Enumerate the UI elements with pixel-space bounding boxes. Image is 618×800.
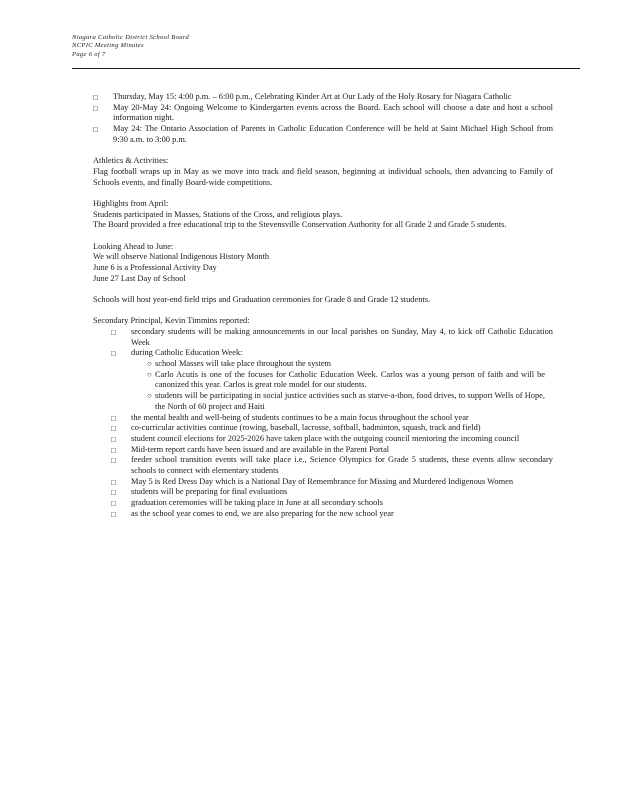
list-item: □ co-curricular activities continue (rowing, baseball, lacrosse, softball, badminton, squash, track and field)	[111, 423, 481, 434]
header-board-name: Niagara Catholic District School Board	[72, 34, 190, 41]
sub-list-item: ○ Carlo Acutis is one of the focuses for Catholic Education Week. Carlos was a young person of faith and will be canonized this year. Carlos is great role model for our students.	[147, 369, 545, 390]
document-header	[72, 34, 189, 59]
bullet-icon: □	[93, 93, 98, 102]
circle-bullet-icon: ○	[147, 369, 152, 379]
header-meeting-title: NCPIC Meeting Minutes	[72, 42, 144, 50]
header-divider-accent	[322, 68, 580, 69]
bullet-icon: □	[111, 434, 116, 444]
bullet-icon: □	[111, 327, 116, 337]
bullet-icon: □	[111, 349, 116, 359]
bullet-icon: □	[111, 499, 116, 509]
list-item: □ May 24: The Ontario Association of Parents in Catholic Education Conference will be held at Saint Michael High School from 9:30 a.m. to 3:00 p.m.	[93, 124, 553, 144]
list-item: □ May 20-May 24: Ongoing Welcome to Kindergarten events across the Board. Each school will choose a date and host a school information night.	[93, 102, 553, 123]
bullet-icon: □	[93, 103, 98, 113]
paragraph: Students participated in Masses, Stations of the Cross, and religious plays.	[93, 209, 343, 219]
list-item: □ the mental health and well-being of students continues to be a main focus throughout the school year	[111, 412, 469, 423]
circle-bullet-icon: ○	[147, 391, 152, 401]
minutes-body	[93, 92, 553, 520]
bullet-icon: □	[93, 125, 98, 135]
paragraph: Flag football wraps up in May as we move into track and field season, beginning at individual schools, then advancing to Family of Schools events, and finally Board-wide competitions.	[93, 166, 553, 187]
section-heading: Athletics & Activities:	[93, 156, 169, 166]
sub-list-item: ○ students will be participating in social justice activities such as starve-a-thon, food drives, to support Wells of Hope, the North of 60 project and Haiti	[147, 391, 545, 411]
circle-bullet-icon: ○	[147, 359, 152, 369]
section-heading: Secondary Principal, Kevin Timmins reported:	[93, 316, 250, 326]
list-item: □ graduation ceremonies will be taking place in June at all secondary schools	[111, 498, 383, 509]
bullet-icon: □	[111, 488, 116, 498]
header-page-number: Page 6 of 7	[72, 50, 106, 58]
paragraph: Schools will host year-end field trips and Graduation ceremonies for Grade 8 and Grade 12 students.	[93, 294, 431, 304]
paragraph: June 27 Last Day of School	[93, 273, 186, 283]
list-item: □ Mid-term report cards have been issued and are available in the Parent Portal	[111, 444, 390, 455]
list-item: □ during Catholic Education Week:	[111, 348, 243, 359]
list-item: □ Thursday, May 15: 4:00 p.m. – 6:00 p.m., Celebrating Kinder Art at Our Lady of the Holy Rosary for Niagara Catholic	[93, 92, 512, 102]
section-heading: Looking Ahead to June:	[93, 241, 174, 251]
paragraph: We will observe National Indigenous History Month	[93, 252, 270, 262]
bullet-icon: □	[111, 424, 116, 434]
list-item: □ feeder school transition events will take place i.e., Science Olympics for Grade 5 students, these events allow secondary schools to connect with elementary students	[111, 455, 553, 476]
bullet-icon: □	[111, 445, 116, 455]
list-item: □ as the school year comes to end, we are also preparing for the new school year	[111, 508, 394, 519]
paragraph: The Board provided a free educational trip to the Stevensville Conservation Authority for all Grade 2 and Grade 5 students.	[93, 220, 507, 230]
section-heading: Highlights from April:	[93, 198, 169, 208]
bullet-icon: □	[111, 456, 116, 466]
list-item: □ May 5 is Red Dress Day which is a National Day of Remembrance for Missing and Murdered Indigenous Women	[111, 476, 514, 487]
bullet-icon: □	[111, 509, 116, 519]
list-item: □ secondary students will be making announcements in our local parishes on Sunday, May 4, to kick off Catholic Education Week	[111, 326, 553, 347]
list-item: □ students will be preparing for final evaluations	[111, 487, 288, 498]
bullet-icon: □	[111, 477, 116, 487]
sub-list-item: ○ school Masses will take place throughout the system	[147, 359, 332, 369]
paragraph: June 6 is a Professional Activity Day	[93, 262, 217, 272]
list-item: □ student council elections for 2025-2026 have taken place with the outgoing council mentoring the incoming council	[111, 433, 520, 444]
bullet-icon: □	[111, 413, 116, 423]
